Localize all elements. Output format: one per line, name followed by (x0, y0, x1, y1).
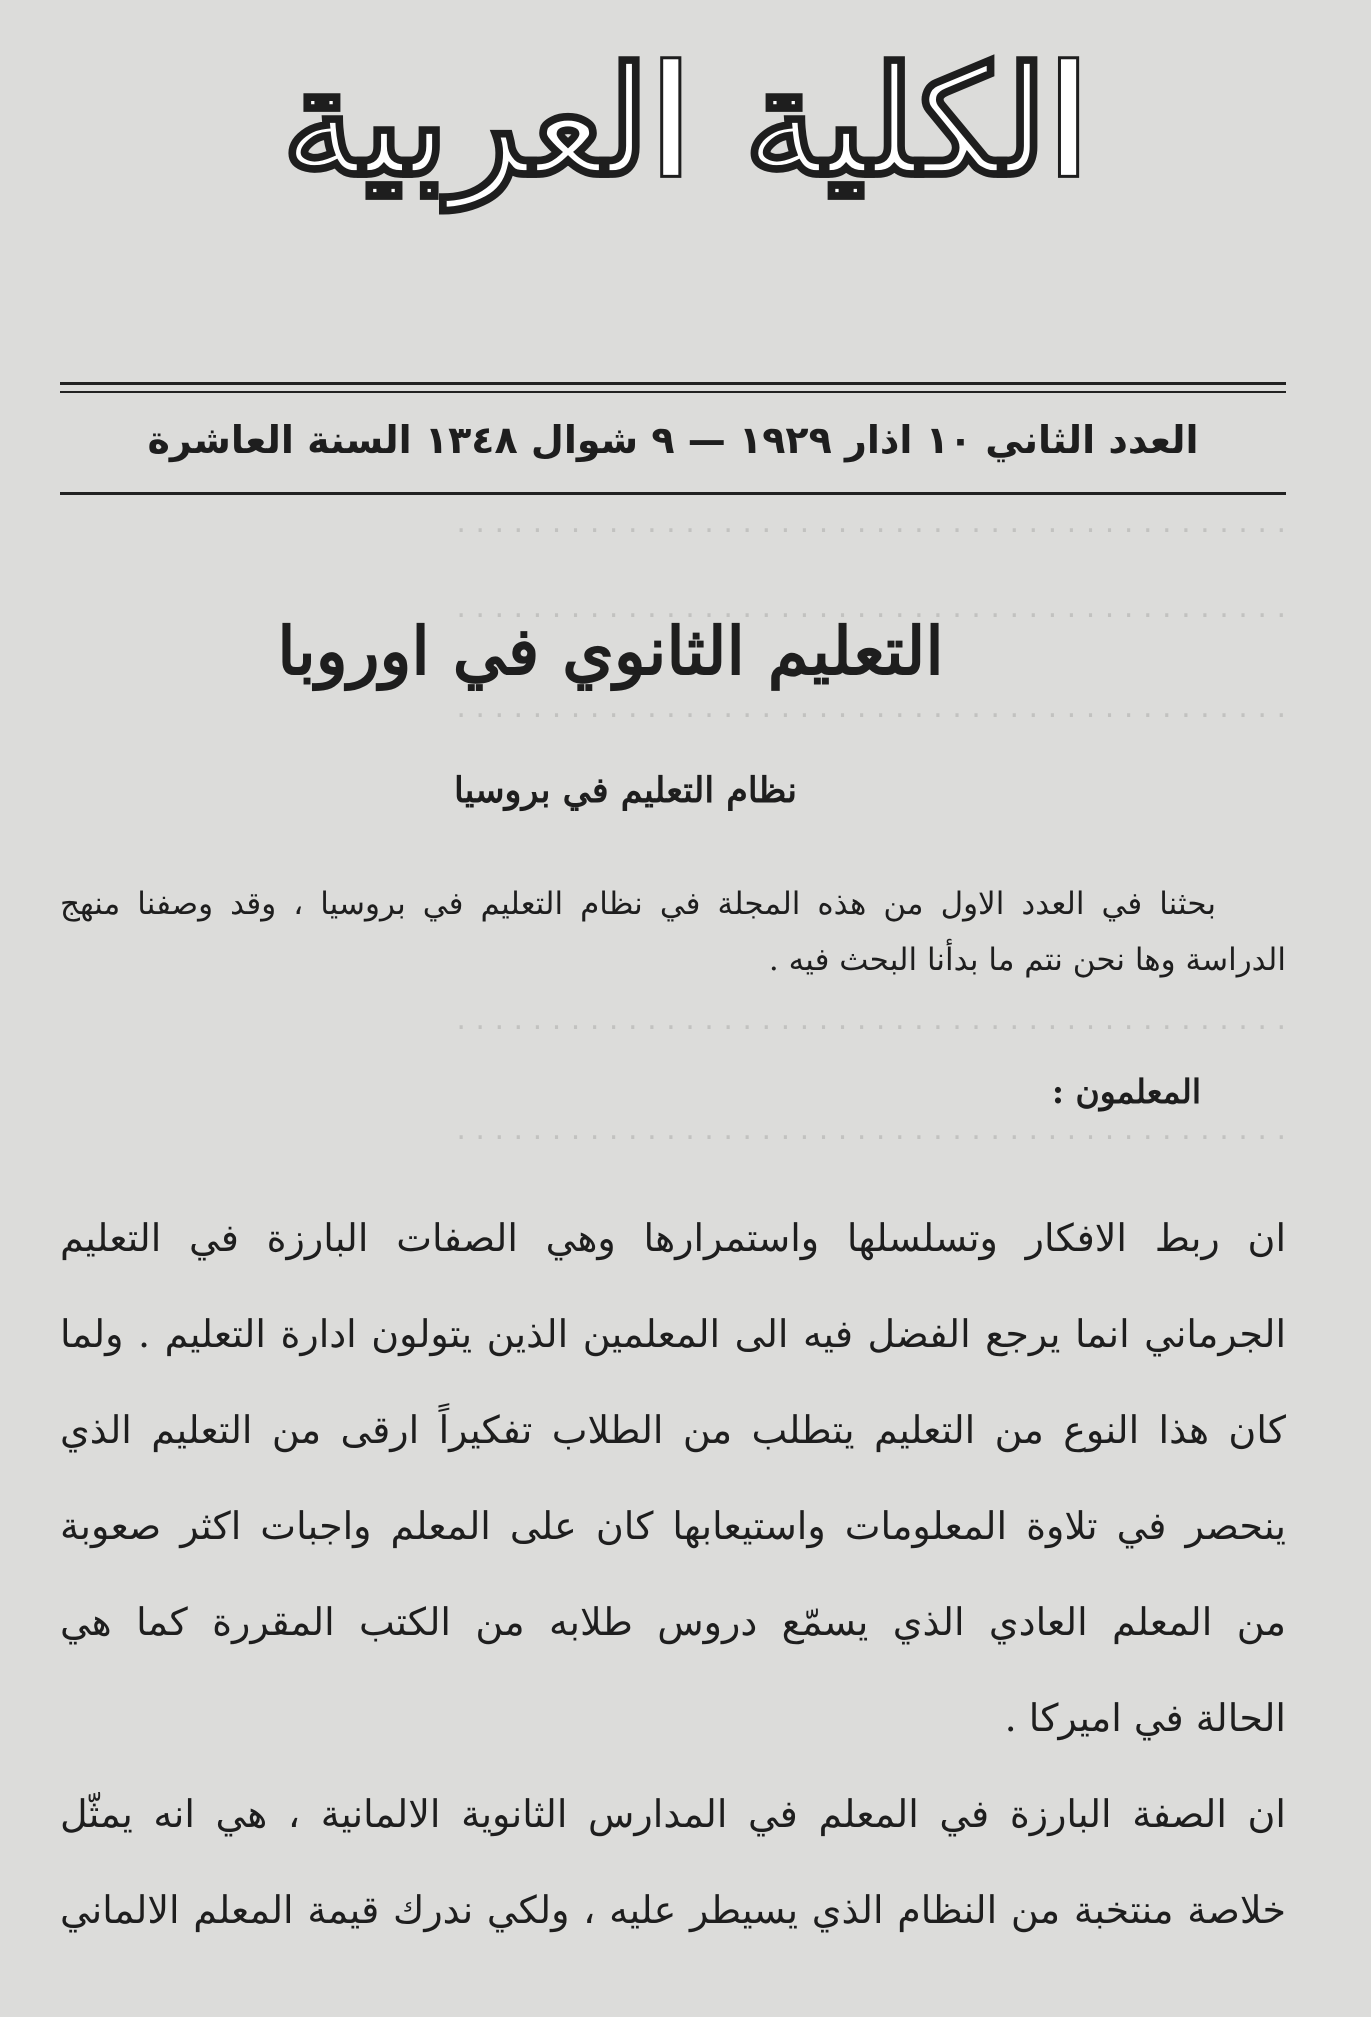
bleed-through-text: . . . . . . . . . . . . . . . . . . . . . . . . . . . . . . . . . . . . . . . . . . . . (456, 590, 1286, 625)
body-line: خلاصة منتخبة من النظام الذي يسيطر عليه ، ولكي ندرك قيمة المعلم الالماني (60, 1888, 1286, 1932)
body-text (60, 1190, 1286, 1958)
bleed-through-text: . . . . . . . . . . . . . . . . . . . . . . . . . . . . . . . . . . . . . . . . . . . . (456, 1112, 1286, 1147)
issue-info: العدد الثاني ١٠ اذار ١٩٢٩ — ٩ شوال ١٣٤٨ السنة العاشرة (147, 418, 1199, 462)
body-line: كان هذا النوع من التعليم يتطلب من الطلاب تفكيراً ارقى من التعليم الذي (60, 1408, 1286, 1452)
article-title: التعليم الثانوي في اوروبا (277, 612, 944, 690)
section-heading: المعلمون : (1051, 1072, 1201, 1111)
header-rule-bottom (60, 492, 1286, 495)
body-line: ان ربط الافكار وتسلسلها واستمرارها وهي الصفات البارزة في التعليم (60, 1216, 1286, 1260)
body-line: ان الصفة البارزة في المعلم في المدارس الثانوية الالمانية ، هي انه يمثّل (60, 1792, 1286, 1836)
body-line: الجرماني انما يرجع الفضل فيه الى المعلمين الذين يتولون ادارة التعليم . ولما (60, 1312, 1286, 1356)
body-line: ينحصر في تلاوة المعلومات واستيعابها كان على المعلم واجبات اكثر صعوبة (60, 1504, 1286, 1548)
intro-paragraph: بحثنا في العدد الاول من هذه المجلة في نظام التعليم في بروسيا ، وقد وصفنا منهج الدراسة وها نحن نتم ما بدأنا البحث فيه . (60, 886, 1286, 978)
masthead-title: الكلية العربية (281, 34, 1090, 210)
body-line: الحالة في اميركا . (1004, 1696, 1286, 1740)
header-rule-top (60, 382, 1286, 393)
article-subtitle: نظام التعليم في بروسيا (453, 770, 798, 811)
body-line: من المعلم العادي الذي يسمّع دروس طلابه من الكتب المقررة كما هي (60, 1600, 1286, 1644)
bleed-through-text: . . . . . . . . . . . . . . . . . . . . . . . . . . . . . . . . . . . . . . . . . . . . (456, 690, 1286, 725)
masthead (0, 34, 1371, 210)
bleed-through-text: . . . . . . . . . . . . . . . . . . . . . . . . . . . . . . . . . . . . . . . . . . . . (456, 1002, 1286, 1037)
bleed-through-text: . . . . . . . . . . . . . . . . . . . . . . . . . . . . . . . . . . . . . . . . . . . . (456, 505, 1286, 540)
